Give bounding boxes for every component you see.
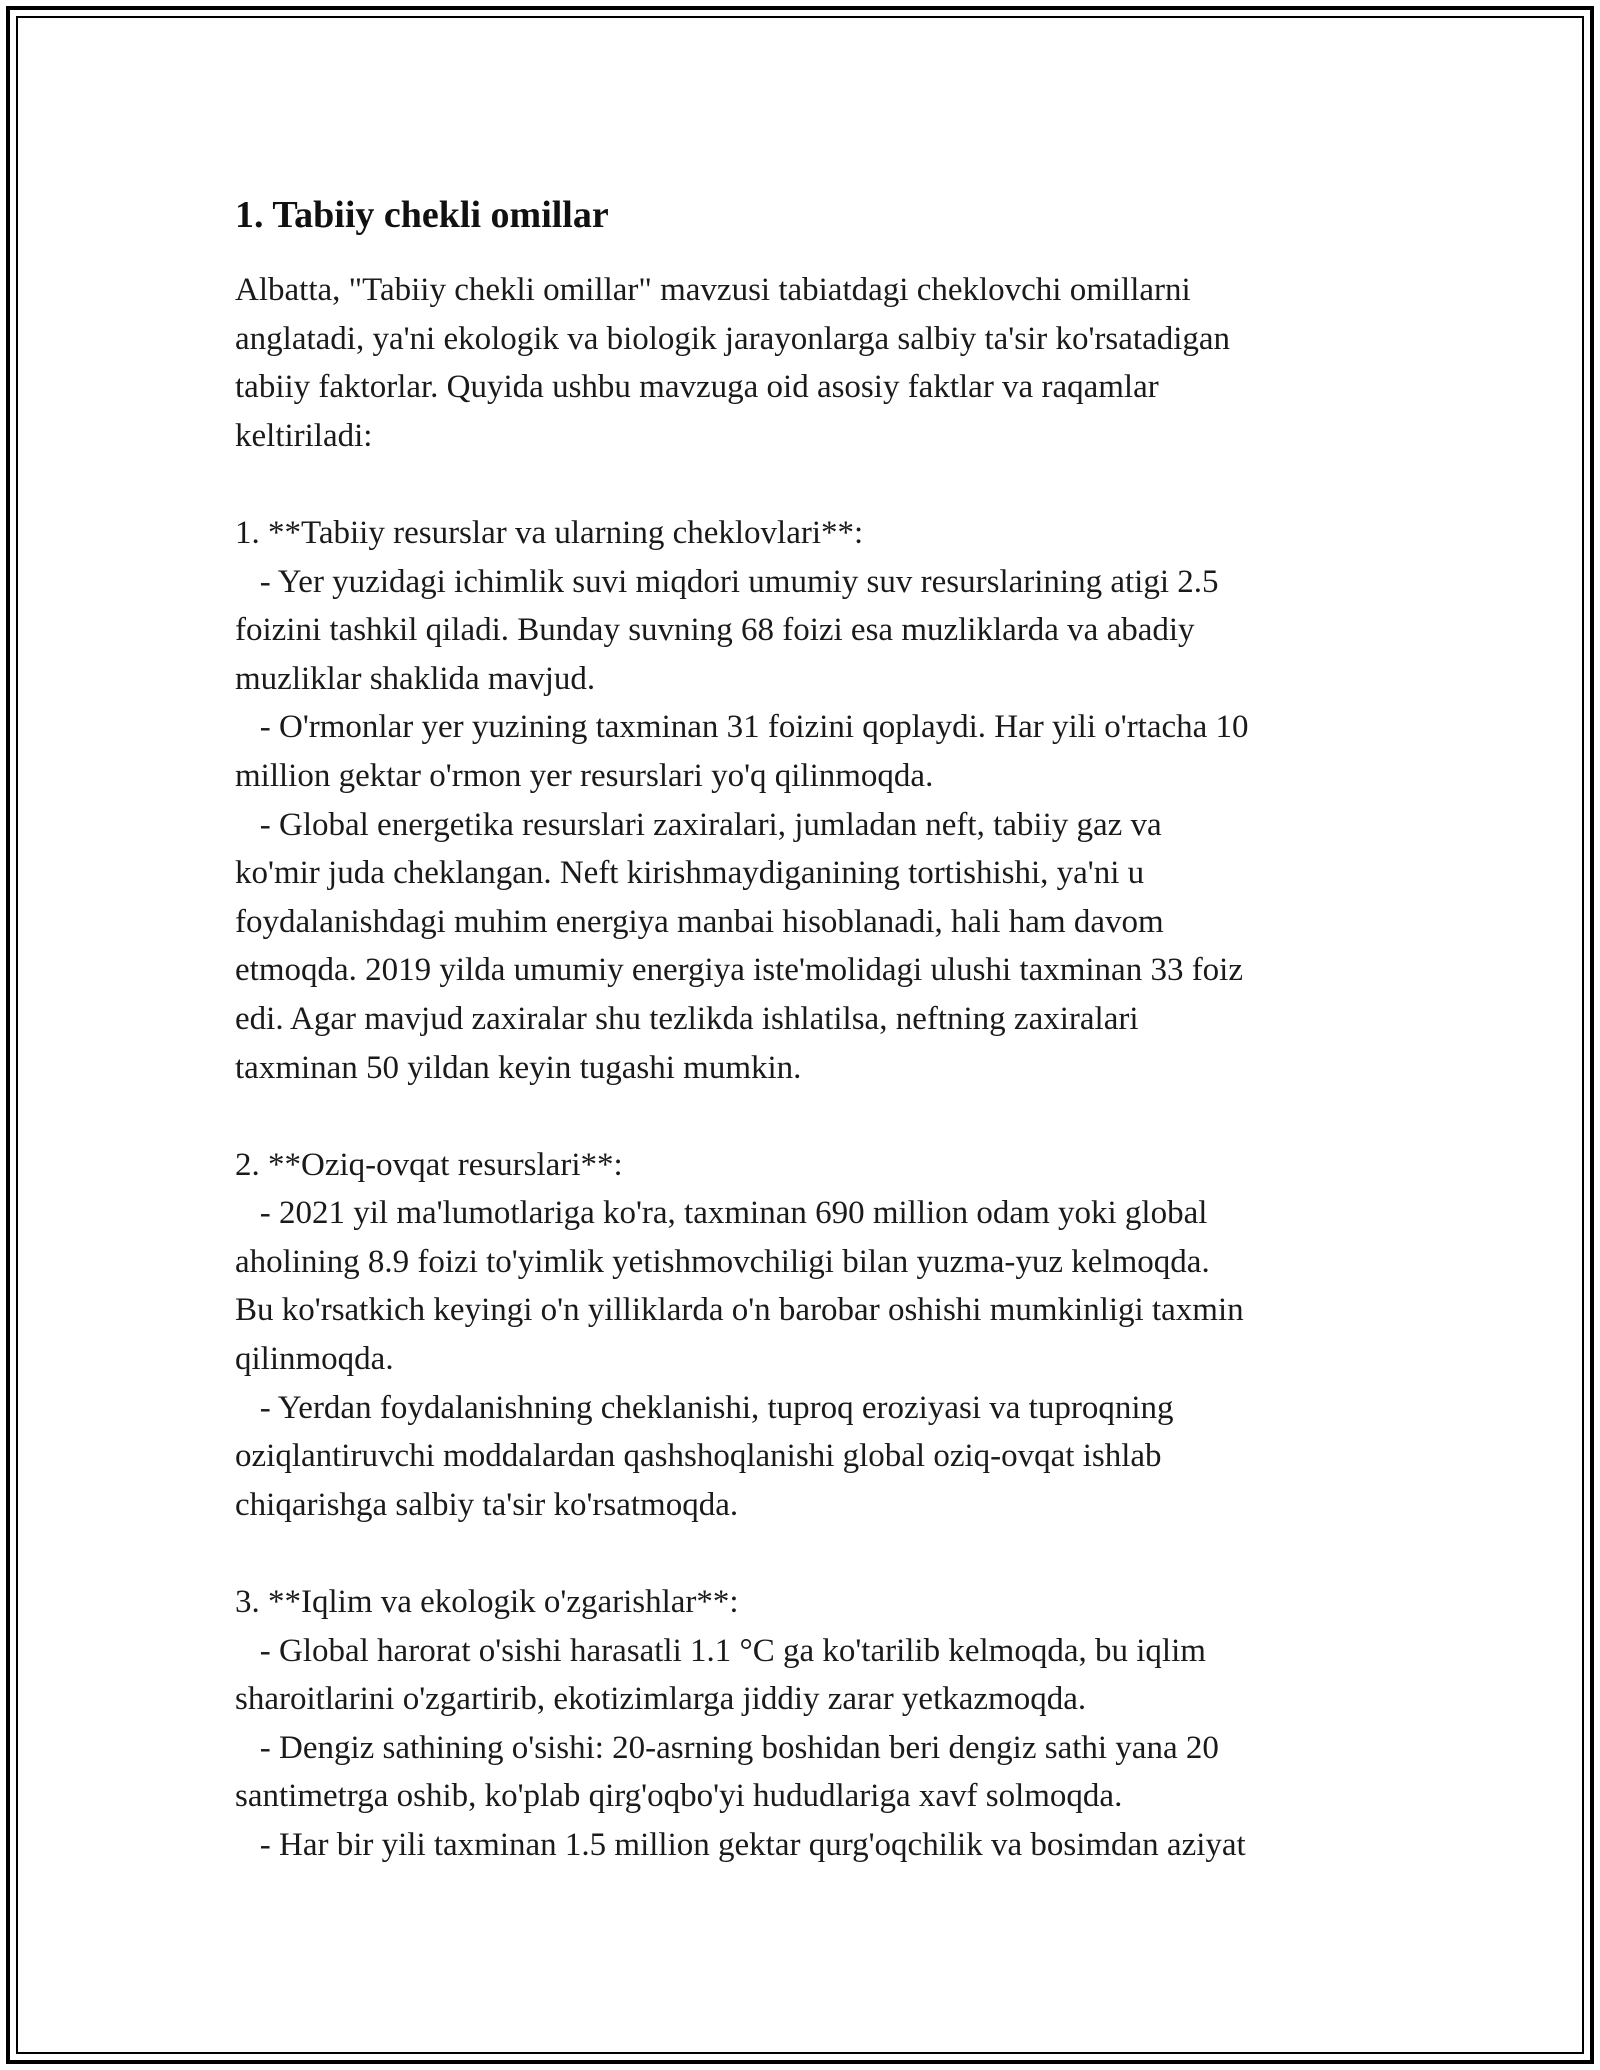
document-title: 1. Tabiiy chekli omillar: [235, 194, 609, 236]
document-body: Albatta, "Tabiiy chekli omillar" mavzusi tabiatdagi cheklovchi omillarni anglatadi, ya'ni ekologik va biologik jarayonlarga salbiy ta'sir ko'rsatadigan tabiiy faktorlar. Quyida ushbu mavzuga oid asosiy faktlar va raqamlar keltiriladi: 1. **Tabiiy resurslar va ularning cheklovlari**: - Yer yuzidagi ichimlik suvi miqdori umumiy suv resurslarining atigi 2.5 foizini tashkil qiladi. Bunday suvning 68 foizi esa muzliklarda va abadiy muzliklar shaklida mavjud. - O'rmonlar yer yuzining taxminan 31 foizini qoplaydi. Har yili o'rtacha 10 million gektar o'rmon yer resurslari yo'q qilinmoqda. - Global energetika resurslari zaxiralari, jumladan neft, tabiiy gaz va ko'mir juda cheklangan. Neft kirishmaydiganining tortishishi, ya'ni u foydalanishdagi muhim energiya manbai hisoblanadi, hali ham davom etmoqda. 2019 yilda umumiy energiya iste'molidagi ulushi taxminan 33 foiz edi. Agar mavjud zaxiralar shu tezlikda ishlatilsa, neftning zaxiralari taxminan 50 yildan keyin tugashi mumkin. 2. **Oziq-ovqat resurslari**: - 2021 yil ma'lumotlariga ko'ra, taxminan 690 million odam yoki global aholining 8.9 foizi to'yimlik yetishmovchiligi bilan yuzma-yuz kelmoqda. Bu ko'rsatkich keyingi o'n yilliklarda o'n barobar oshishi mumkinligi taxmin qilinmoqda. - Yerdan foydalanishning cheklanishi, tuproq eroziyasi va tuproqning oziqlantiruvchi moddalardan qashshoqlanishi global oziq-ovqat ishlab chiqarishga salbiy ta'sir ko'rsatmoqda. 3. **Iqlim va ekologik o'zgarishlar**: - Global harorat o'sishi harasatli 1.1 °C ga ko'tarilib kelmoqda, bu iqlim sharoitlarini o'zgartirib, ekotizimlarga jiddiy zarar yetkazmoqda. - Dengiz sathining o'sishi: 20-asrning boshidan beri dengiz sathi yana 20 santimetrga oshib, ko'plab qirg'oqbo'yi hududlariga xavf solmoqda. - Har bir yili taxminan 1.5 million gektar qurg'oqchilik va bosimdan aziyat: [235, 272, 1249, 1863]
document-content: [235, 190, 1375, 1870]
